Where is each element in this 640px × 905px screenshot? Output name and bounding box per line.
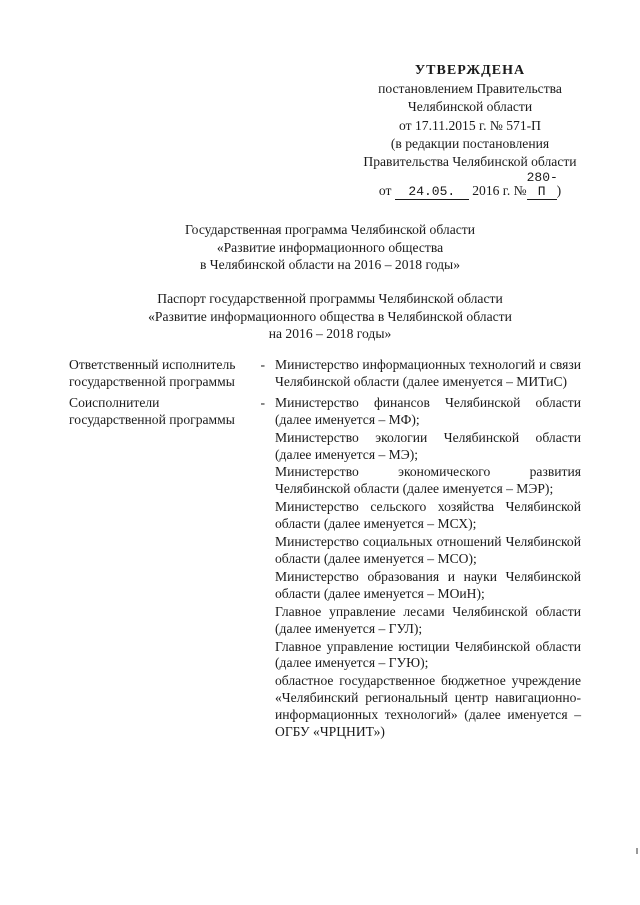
coexecutors-list: [275, 395, 581, 742]
approval-stamp: [345, 62, 595, 200]
approval-title: УТВЕРЖДЕНА: [414, 63, 526, 78]
coexecutors-label: Соисполнители государственной программы: [69, 394, 235, 427]
date-prefix: от: [378, 183, 392, 199]
coexecutor-item: Министерство экономического развития Челябинской области (далее именуется – МЭР);: [275, 464, 581, 497]
coexecutor-item: Министерство социальных отношений Челябинской области (далее именуется – МСО);: [275, 534, 581, 566]
passport-row-coexecutors: [69, 395, 585, 742]
passport-row-responsible: [69, 357, 585, 391]
responsible-dash: -: [260, 357, 265, 372]
handwritten-date: 24.05.: [395, 185, 469, 200]
closing-paren: ): [556, 183, 562, 199]
program-title: [100, 221, 560, 274]
approval-line-3: от 17.11.2015 г. № 571-П: [399, 117, 541, 133]
coexecutor-item: Главное управление юстиции Челябинской области (далее именуется – ГУЮ);: [275, 638, 581, 671]
amendment-date-line: [345, 171, 595, 200]
approval-line-2: Челябинской области: [407, 99, 533, 115]
approval-line-5: Правительства Челябинской области: [363, 154, 577, 170]
passport-title-line-1: Паспорт государственной программы Челябинской области: [157, 291, 503, 306]
passport-title-line-2: «Развитие информационного общества в Челябинской области: [148, 308, 512, 324]
passport-title: [100, 290, 560, 343]
coexecutor-item: Министерство экологии Челябинской области (далее именуется – МЭ);: [275, 429, 581, 462]
coexecutor-item: Главное управление лесами Челябинской области (далее именуется – ГУЛ);: [275, 603, 581, 636]
responsible-label-cell: [69, 357, 265, 391]
program-title-line-2: «Развитие информационного общества: [216, 239, 444, 255]
program-title-line-3: в Челябинской области на 2016 – 2018 годы»: [199, 257, 460, 272]
year-text: 2016 г. №: [472, 183, 527, 199]
passport-title-line-3: на 2016 – 2018 годы»: [268, 326, 392, 341]
coexecutors-dash: -: [260, 394, 265, 410]
handwritten-number: 280-П: [526, 170, 558, 200]
coexecutor-item: Министерство финансов Челябинской области (далее именуется – МФ);: [275, 394, 581, 427]
program-title-line-1: Государственная программа Челябинской области: [185, 222, 475, 237]
coexecutor-item: областное государственное бюджетное учреждение «Челябинский региональный центр навигационно-информационных технологий» (далее именуется – ОГБУ «ЧРЦНИТ»): [275, 673, 581, 740]
approval-line-4: (в редакции постановления: [390, 135, 550, 151]
coexecutor-item: Министерство сельского хозяйства Челябинской области (далее именуется – МСХ);: [275, 499, 581, 532]
coexecutor-item: Министерство образования и науки Челябинской области (далее именуется – МОиН);: [275, 568, 581, 601]
scan-edge-mark: [636, 848, 638, 854]
responsible-label: Ответственный исполнитель государственной программы: [69, 357, 236, 389]
coexecutors-label-cell: [69, 395, 265, 742]
passport-table: [69, 357, 585, 746]
responsible-value: Министерство информационных технологий и связи Челябинской области (далее именуется – МИТиС): [275, 357, 581, 389]
approval-line-1: постановлением Правительства: [378, 81, 562, 97]
